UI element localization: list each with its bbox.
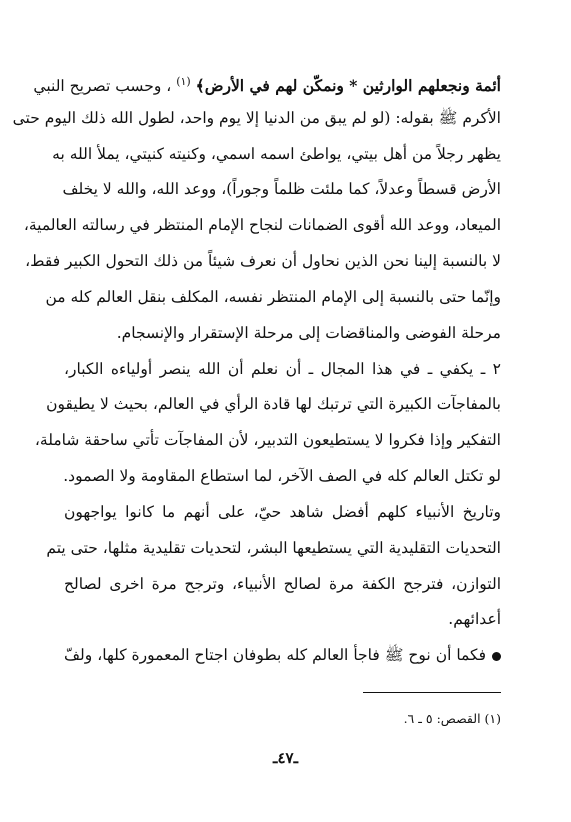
text-line-14: التحديات التقليدية التي يستطيعها البشر، لتحديات تقليدية مثلها، حتى يتم [46,539,501,557]
footnote: (١) القصص: ٥ ـ ٦. [403,711,501,726]
text-line-6: لا بالنسبة إلينا نحن الذين نحاول أن نعرف شيئاً من ذلك التحول الكبير فقط، [25,252,501,270]
text-line-15: التوازن، فترجح الكفة مرة لصالح الأنبياء، وترجح مرة اخرى لصالح [64,575,501,593]
page-number: ـ٤٧ـ [273,749,298,767]
text-line-17 [64,643,501,667]
text-line-4: الأرض قسطاً وعدلاً، كما ملئت ظلماً وجوراً)، ووعد الله، والله لا يخلف [62,180,501,198]
text-line-1-rest: ، وحسب تصريح النبي [33,77,172,96]
text-line-2: الأكرم ﷺ بقوله: (لو لم يبق من الدنيا إلا يوم واحد، لطول الله ذلك اليوم حتى [12,109,501,127]
text-line-11: التفكير وإذا فكروا لا يستطيعون التدبير، لأن المفاجآت تأتي ساحقة شاملة، [34,431,501,449]
quran-quote: أئمة ونجعلهم الوارثين * ونمكّن لهم في الأرض﴾ [195,76,501,96]
text-line-10: بالمفاجآت الكبيرة التي ترتبك لها قادة الرأي في العالم، بحيث لا يطيقون [46,395,501,413]
text-line-17-content: فكما أن نوح ﷺ فاجأ العالم كله بطوفان اجتاح المعمورة كلها، ولفّ [64,646,486,664]
text-line-5: الميعاد، ووعد الله أقوى الضمانات لنجاح الإمام المنتظر في رسالته العالمية، [23,216,501,234]
text-line-8: مرحلة الفوضى والمناقضات إلى مرحلة الإستقرار والإنسجام. [116,324,501,342]
text-line-12: لو تكتل العالم كله في الصف الآخر، لما استطاع المقاومة ولا الصمود. [63,467,501,485]
text-line-9: ٢ ـ يكفي ـ في هذا المجال ـ أن نعلم أن الله ينصر أولياءه الكبار، [64,360,501,378]
text-line-3: يظهر رجلاً من أهل بيتي، يواطئ اسمه اسمي، وكنيته كنيتي، يملأ الله به [52,145,501,163]
bullet-icon [492,652,501,661]
text-line-13: وتاريخ الأنبياء كلهم أفضل شاهد حيّ، على أنهم ما كانوا يواجهون [64,503,501,521]
text-line-16: أعدائهم. [448,610,501,628]
footnote-reference: (١) [176,75,191,88]
text-line-7: وإنّما حتى بالنسبة إلى الإمام المنتظر نفسه، المكلف بنقل العالم كله من [45,288,501,306]
text-line-1 [33,70,501,98]
footnote-divider [363,692,501,693]
